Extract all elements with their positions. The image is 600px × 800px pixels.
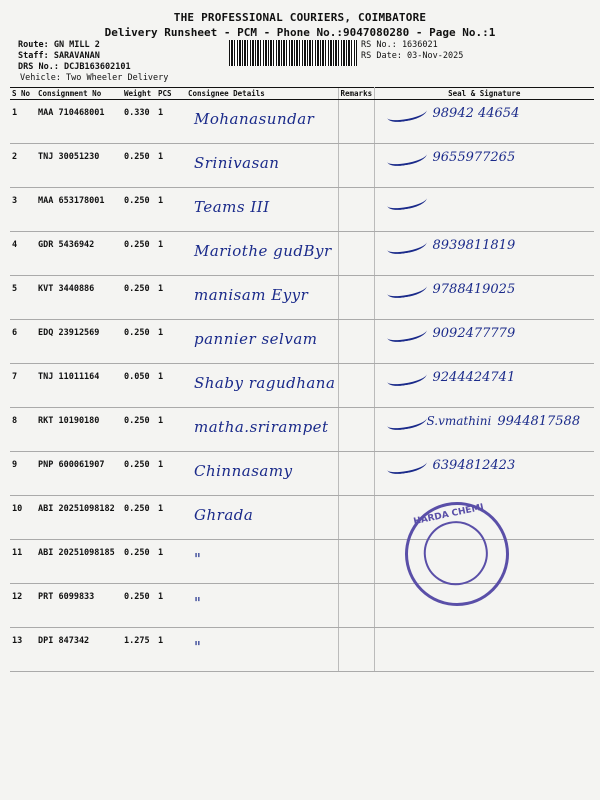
table-row	[10, 364, 594, 408]
cell-sno: 12	[10, 584, 36, 628]
col-header-consignment: Consignment No	[36, 88, 122, 100]
handwritten-signature	[387, 546, 393, 561]
barcode-image	[229, 40, 357, 66]
page-subtitle: Delivery Runsheet - PCM - Phone No.:9047080280 - Page No.:1	[104, 26, 496, 39]
cell-sno: 9	[10, 452, 36, 496]
cell-sno: 2	[10, 144, 36, 188]
cell-pcs: 1	[156, 496, 186, 540]
handwritten-signature	[387, 282, 516, 297]
cell-consignment-no: ABI 20251098182	[36, 496, 122, 540]
table-row	[10, 232, 594, 276]
cell-weight: 1.275	[122, 628, 156, 672]
signature-scribble	[386, 456, 428, 475]
cell-consignment-no: MAA 710468001	[36, 100, 122, 144]
signature-phone: 6394812423	[432, 458, 516, 473]
cell-seal-signature	[374, 628, 594, 672]
col-header-remarks: Remarks	[338, 88, 374, 100]
cell-consignment-no: MAA 653178001	[36, 188, 122, 232]
handwritten-consignee-name: Mohanasundar	[194, 110, 315, 128]
cell-pcs: 1	[156, 100, 186, 144]
cell-consignee	[186, 364, 338, 408]
signature-scribble	[386, 368, 428, 387]
handwritten-signature	[387, 106, 520, 121]
signature-phone: 9788419025	[432, 282, 516, 297]
handwritten-consignee-name: "	[194, 594, 202, 612]
cell-consignee	[186, 232, 338, 276]
table-body	[10, 100, 594, 672]
cell-sno: 10	[10, 496, 36, 540]
table-row	[10, 276, 594, 320]
cell-seal-signature	[374, 100, 594, 144]
cell-consignment-no: EDQ 23912569	[36, 320, 122, 364]
cell-weight: 0.250	[122, 276, 156, 320]
cell-consignee	[186, 144, 338, 188]
handwritten-consignee-name: "	[194, 638, 202, 656]
signature-scribble	[386, 192, 428, 211]
page-title: THE PROFESSIONAL COURIERS, COIMBATORE	[173, 11, 427, 24]
cell-consignee	[186, 276, 338, 320]
handwritten-consignee-name: manisam Eyyr	[194, 286, 309, 304]
table-row	[10, 188, 594, 232]
cell-sno: 1	[10, 100, 36, 144]
table-row	[10, 584, 594, 628]
signature-phone: 8939811819	[432, 238, 516, 253]
cell-remarks	[338, 276, 374, 320]
stamp-inner-ring	[418, 515, 494, 591]
signature-name: S.vmathini	[426, 414, 492, 428]
handwritten-consignee-name: Shaby ragudhana	[194, 374, 336, 392]
drs-label: DRS No.: DCJB163602101	[18, 62, 131, 72]
signature-phone: 9244424741	[432, 370, 516, 385]
signature-scribble	[386, 104, 428, 123]
signature-scribble	[386, 236, 428, 255]
cell-consignment-no: DPI 847342	[36, 628, 122, 672]
table-header-row	[10, 88, 594, 100]
cell-consignment-no: RKT 10190180	[36, 408, 122, 452]
cell-remarks	[338, 232, 374, 276]
cell-sno: 11	[10, 540, 36, 584]
table-row	[10, 496, 594, 540]
col-header-seal: Seal & Signature	[374, 88, 594, 100]
cell-seal-signature	[374, 408, 594, 452]
cell-consignee	[186, 100, 338, 144]
cell-sno: 5	[10, 276, 36, 320]
cell-pcs: 1	[156, 408, 186, 452]
cell-sno: 4	[10, 232, 36, 276]
cell-consignment-no: KVT 3440886	[36, 276, 122, 320]
cell-remarks	[338, 496, 374, 540]
handwritten-signature	[387, 590, 393, 605]
table-row	[10, 320, 594, 364]
runsheet-meta-left	[18, 40, 168, 84]
handwritten-consignee-name: Teams III	[194, 198, 270, 216]
cell-remarks	[338, 100, 374, 144]
cell-remarks	[338, 452, 374, 496]
handwritten-signature	[387, 326, 516, 341]
handwritten-signature	[387, 150, 516, 165]
cell-consignment-no: TNJ 30051230	[36, 144, 122, 188]
cell-weight: 0.330	[122, 100, 156, 144]
col-header-sno: S No	[10, 88, 36, 100]
handwritten-consignee-name: "	[194, 550, 202, 568]
handwritten-consignee-name: matha.srirampet	[194, 418, 329, 436]
cell-sno: 7	[10, 364, 36, 408]
cell-consignee	[186, 452, 338, 496]
cell-sno: 13	[10, 628, 36, 672]
cell-weight: 0.250	[122, 144, 156, 188]
cell-seal-signature	[374, 144, 594, 188]
cell-seal-signature	[374, 320, 594, 364]
signature-phone: 98942 44654	[432, 106, 520, 121]
signature-phone: 9092477779	[432, 326, 516, 341]
cell-consignee	[186, 496, 338, 540]
signature-scribble	[386, 148, 428, 167]
cell-remarks	[338, 628, 374, 672]
table-row	[10, 408, 594, 452]
table-row	[10, 628, 594, 672]
signature-scribble	[386, 412, 428, 431]
cell-sno: 8	[10, 408, 36, 452]
cell-consignee	[186, 584, 338, 628]
col-header-pcs: PCS	[156, 88, 186, 100]
cell-remarks	[338, 188, 374, 232]
cell-pcs: 1	[156, 584, 186, 628]
cell-consignee	[186, 188, 338, 232]
rs-date: RS Date: 03-Nov-2025	[361, 51, 464, 61]
runsheet-table	[10, 87, 594, 672]
cell-seal-signature	[374, 276, 594, 320]
cell-weight: 0.250	[122, 452, 156, 496]
col-header-consignee: Consignee Details	[186, 88, 338, 100]
cell-weight: 0.250	[122, 540, 156, 584]
handwritten-signature	[387, 370, 516, 385]
cell-pcs: 1	[156, 144, 186, 188]
cell-consignee	[186, 540, 338, 584]
cell-remarks	[338, 540, 374, 584]
cell-seal-signature	[374, 232, 594, 276]
cell-consignee	[186, 320, 338, 364]
handwritten-consignee-name: Mariothe gudByr	[194, 242, 332, 260]
cell-remarks	[338, 584, 374, 628]
cell-remarks	[338, 364, 374, 408]
handwritten-signature	[387, 502, 393, 517]
cell-weight: 0.250	[122, 584, 156, 628]
cell-pcs: 1	[156, 364, 186, 408]
cell-consignment-no: ABI 20251098185	[36, 540, 122, 584]
cell-remarks	[338, 144, 374, 188]
signature-phone: 9655977265	[432, 150, 516, 165]
cell-consignment-no: PRT 6099833	[36, 584, 122, 628]
cell-seal-signature	[374, 188, 594, 232]
table-row	[10, 100, 594, 144]
cell-sno: 3	[10, 188, 36, 232]
cell-weight: 0.250	[122, 188, 156, 232]
handwritten-signature	[387, 634, 393, 649]
cell-weight: 0.250	[122, 408, 156, 452]
cell-weight: 0.250	[122, 496, 156, 540]
table-row	[10, 452, 594, 496]
runsheet-meta-right	[361, 40, 463, 62]
cell-pcs: 1	[156, 188, 186, 232]
cell-pcs: 1	[156, 232, 186, 276]
cell-seal-signature	[374, 452, 594, 496]
cell-remarks	[338, 408, 374, 452]
handwritten-consignee-name: Ghrada	[194, 506, 254, 524]
cell-weight: 0.250	[122, 232, 156, 276]
handwritten-signature	[387, 458, 516, 473]
signature-phone: 9944817588	[497, 414, 581, 429]
signature-scribble	[386, 324, 428, 343]
cell-weight: 0.250	[122, 320, 156, 364]
route-label: Route: GN MILL 2	[18, 40, 100, 50]
col-header-weight: Weight	[122, 88, 156, 100]
signature-scribble	[386, 280, 428, 299]
handwritten-consignee-name: Srinivasan	[194, 154, 280, 172]
handwritten-signature	[387, 194, 433, 209]
cell-remarks	[338, 320, 374, 364]
cell-pcs: 1	[156, 320, 186, 364]
cell-consignment-no: TNJ 11011164	[36, 364, 122, 408]
cell-pcs: 1	[156, 628, 186, 672]
cell-consignee	[186, 408, 338, 452]
stamp-text: HARDA CHEMI	[412, 502, 485, 528]
handwritten-signature	[387, 238, 516, 253]
cell-pcs: 1	[156, 452, 186, 496]
cell-pcs: 1	[156, 540, 186, 584]
handwritten-consignee-name: pannier selvam	[194, 330, 318, 348]
table-row	[10, 144, 594, 188]
cell-consignment-no: GDR 5436942	[36, 232, 122, 276]
cell-seal-signature	[374, 364, 594, 408]
vehicle-label: Vehicle: Two Wheeler Delivery	[20, 73, 169, 83]
handwritten-signature	[387, 414, 581, 429]
cell-sno: 6	[10, 320, 36, 364]
cell-weight: 0.050	[122, 364, 156, 408]
cell-consignment-no: PNP 600061907	[36, 452, 122, 496]
cell-consignee	[186, 628, 338, 672]
rs-number: RS No.: 1636021	[361, 40, 438, 50]
staff-label: Staff: SARAVANAN	[18, 51, 100, 61]
handwritten-consignee-name: Chinnasamy	[194, 462, 293, 480]
cell-pcs: 1	[156, 276, 186, 320]
